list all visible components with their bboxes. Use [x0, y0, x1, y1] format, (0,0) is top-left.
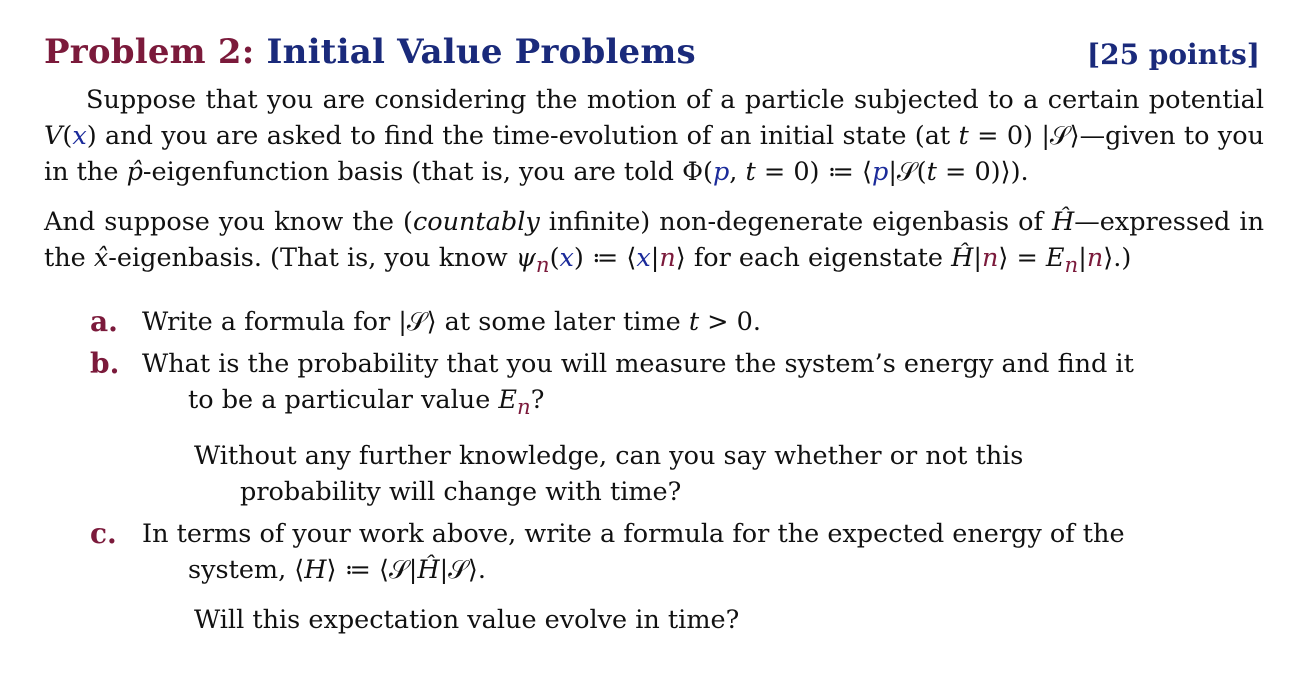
math-subscript: n [517, 395, 531, 421]
math-symbol: t [745, 157, 756, 187]
problem-items [90, 304, 1166, 638]
item-b-text [142, 346, 1166, 426]
text-run: ⟩ = [998, 243, 1046, 273]
text-run: = 0) |𝒮⟩—given to you in the [44, 121, 1264, 187]
problem-name: Initial Value Problems [266, 32, 696, 72]
item-c-text [142, 516, 1166, 588]
math-symbol: x̂ [93, 243, 109, 273]
text-run: | [973, 243, 982, 273]
item-b [90, 346, 1166, 426]
text-run: ⟩ for each eigenstate [675, 243, 952, 273]
text-run: , [729, 157, 746, 187]
text-run: -eigenfunction basis (that is, you are told Φ( [142, 157, 713, 187]
intro-paragraph-1 [44, 82, 1264, 190]
item-c [90, 516, 1166, 588]
text-run: What is the probability that you will measure the system’s energy and find it to be a particular value [142, 349, 1134, 416]
math-symbol: Ĥ [1051, 207, 1075, 237]
math-symbol: E [1045, 243, 1065, 273]
math-symbol: t [688, 307, 700, 338]
math-symbol: x [72, 121, 87, 151]
math-symbol: n [659, 243, 676, 273]
text-run: ( [62, 121, 73, 151]
text-run: ( [549, 243, 560, 273]
math-symbol: ψ [515, 243, 536, 273]
problem-label: Problem 2: [44, 32, 255, 72]
math-symbol: t [926, 157, 937, 187]
math-subscript: n [535, 253, 550, 279]
math-symbol: H [304, 555, 327, 586]
math-symbol: E [498, 385, 518, 416]
math-symbol: p̂ [126, 157, 143, 187]
math-subscript: n [1064, 253, 1079, 279]
text-run: > 0. [699, 307, 761, 338]
item-c-followup: Will this expectation value evolve in time? [194, 605, 740, 636]
text-run: | [1078, 243, 1087, 273]
text-run: ⟩ ≔ ⟨𝒮| [326, 555, 418, 586]
text-run: | [650, 243, 660, 273]
emphasis: countably [412, 207, 540, 237]
intro-paragraph-2 [44, 204, 1264, 284]
math-symbol: n [981, 243, 999, 273]
math-symbol: x [636, 243, 651, 273]
item-letter-a: a. [90, 305, 118, 339]
math-symbol: x [559, 243, 574, 273]
text-run: And suppose you know the ( [44, 207, 413, 237]
text-run: ? [530, 385, 545, 416]
text-run: —expressed in the [44, 207, 1264, 273]
text-run: In terms of your work above, write a formula for the expected energy of the system, ⟨ [142, 519, 1125, 586]
item-b-followup: Without any further knowledge, can you say whether or not this probability will change with time? [194, 441, 1024, 508]
text-run: infinite) non-degenerate eigenbasis of [539, 207, 1052, 237]
item-a [90, 304, 1166, 340]
math-symbol: p [712, 157, 730, 187]
problem-page [44, 30, 1264, 638]
text-run: Suppose that you are considering the motion of a particle subjected to a certain potential [86, 85, 1264, 115]
problem-points: [25 points] [1086, 38, 1260, 71]
text-run: |𝒮( [888, 157, 927, 187]
text-run: = 0)⟩). [936, 157, 1029, 187]
problem-title [44, 32, 696, 72]
math-symbol: p [872, 157, 889, 187]
text-run: Write a formula for |𝒮⟩ at some later time [142, 307, 689, 338]
item-a-text [142, 304, 1166, 340]
item-letter-b: b. [90, 347, 120, 381]
math-symbol: t [958, 121, 969, 151]
math-symbol: V [44, 121, 63, 151]
math-symbol: Ĥ [417, 555, 440, 586]
item-letter-c: c. [90, 517, 117, 551]
text-run: ) ≔ ⟨ [573, 243, 637, 273]
text-run: ) and you are asked to find the time-evolution of an initial state (at [86, 121, 959, 151]
math-symbol: n [1086, 243, 1104, 273]
text-run: ⟩.) [1103, 243, 1132, 273]
text-run: -eigenbasis. (That is, you know [108, 243, 516, 273]
math-symbol: Ĥ [951, 243, 974, 273]
text-run: |𝒮⟩. [439, 555, 486, 586]
problem-header [44, 30, 1264, 78]
text-run: = 0) ≔ ⟨ [755, 157, 873, 187]
